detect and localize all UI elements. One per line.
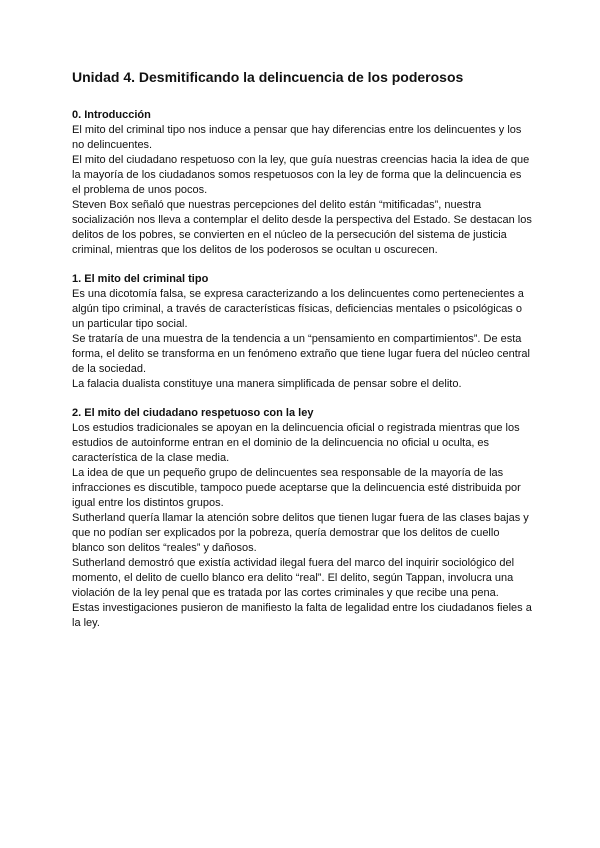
paragraph: Se trataría de una muestra de la tendencia a un “pensamiento en compartimientos”. De esta forma, el delito se transforma en un fenómeno extraño que tiene lugar fuera del núcleo central de la sociedad. — [72, 333, 530, 375]
section-introduccion — [72, 108, 532, 258]
section-heading: 0. Introducción — [72, 109, 151, 121]
paragraph: La idea de que un pequeño grupo de delincuentes sea responsable de la mayoría de las infracciones es discutible, tampoco puede aceptarse que la delincuencia esté distribuida por igual entre los distintos grupos. — [72, 467, 521, 509]
paragraph: Sutherland quería llamar la atención sobre delitos que tienen lugar fuera de las clases bajas y que no podían ser explicados por la pobreza, quería demostrar que los delitos de cuello blanco son delitos “reales” y dañosos. — [72, 512, 529, 554]
paragraph: El mito del ciudadano respetuoso con la ley, que guía nuestras creencias hacia la idea de que la mayoría de los ciudadanos somos respetuosos con la ley de forma que la delincuencia es el problema de unos pocos. — [72, 154, 530, 196]
section-criminal-tipo — [72, 272, 532, 392]
section-heading: 1. El mito del criminal tipo — [72, 273, 209, 285]
paragraph: El mito del criminal tipo nos induce a pensar que hay diferencias entre los delincuentes y los no delincuentes. — [72, 124, 522, 151]
paragraph: Estas investigaciones pusieron de manifiesto la falta de legalidad entre los ciudadanos fieles a la ley. — [72, 602, 532, 629]
section-ciudadano-respetuoso — [72, 406, 532, 631]
paragraph: Es una dicotomía falsa, se expresa caracterizando a los delincuentes como pertenecientes a algún tipo criminal, a través de características físicas, deficiencias mentales o psicológicas o un particular tipo social. — [72, 288, 524, 330]
paragraph: La falacia dualista constituye una manera simplificada de pensar sobre el delito. — [72, 378, 462, 390]
paragraph: Los estudios tradicionales se apoyan en la delincuencia oficial o registrada mientras que los estudios de autoinforme entran en el dominio de la delincuencia no oficial u oculta, es característica de la clase media. — [72, 422, 520, 464]
paragraph: Steven Box señaló que nuestras percepciones del delito están “mitificadas”, nuestra socialización nos lleva a contemplar el delito desde la perspectiva del Estado. Se destacan los delitos de los pobres, se convierten en el núcleo de la persecución del sistema de justicia criminal, mientras que los delitos de los poderosos se ocultan u oscurecen. — [72, 199, 532, 256]
document-title: Unidad 4. Desmitificando la delincuencia de los poderosos — [72, 69, 464, 85]
document-page — [72, 68, 532, 645]
section-heading: 2. El mito del ciudadano respetuoso con la ley — [72, 407, 314, 419]
paragraph: Sutherland demostró que existía actividad ilegal fuera del marco del inquirir sociológico del momento, el delito de cuello blanco era delito “real”. El delito, según Tappan, involucra una violación de la ley penal que es tratada por las cortes criminales y que recibe una pena. — [72, 557, 515, 599]
